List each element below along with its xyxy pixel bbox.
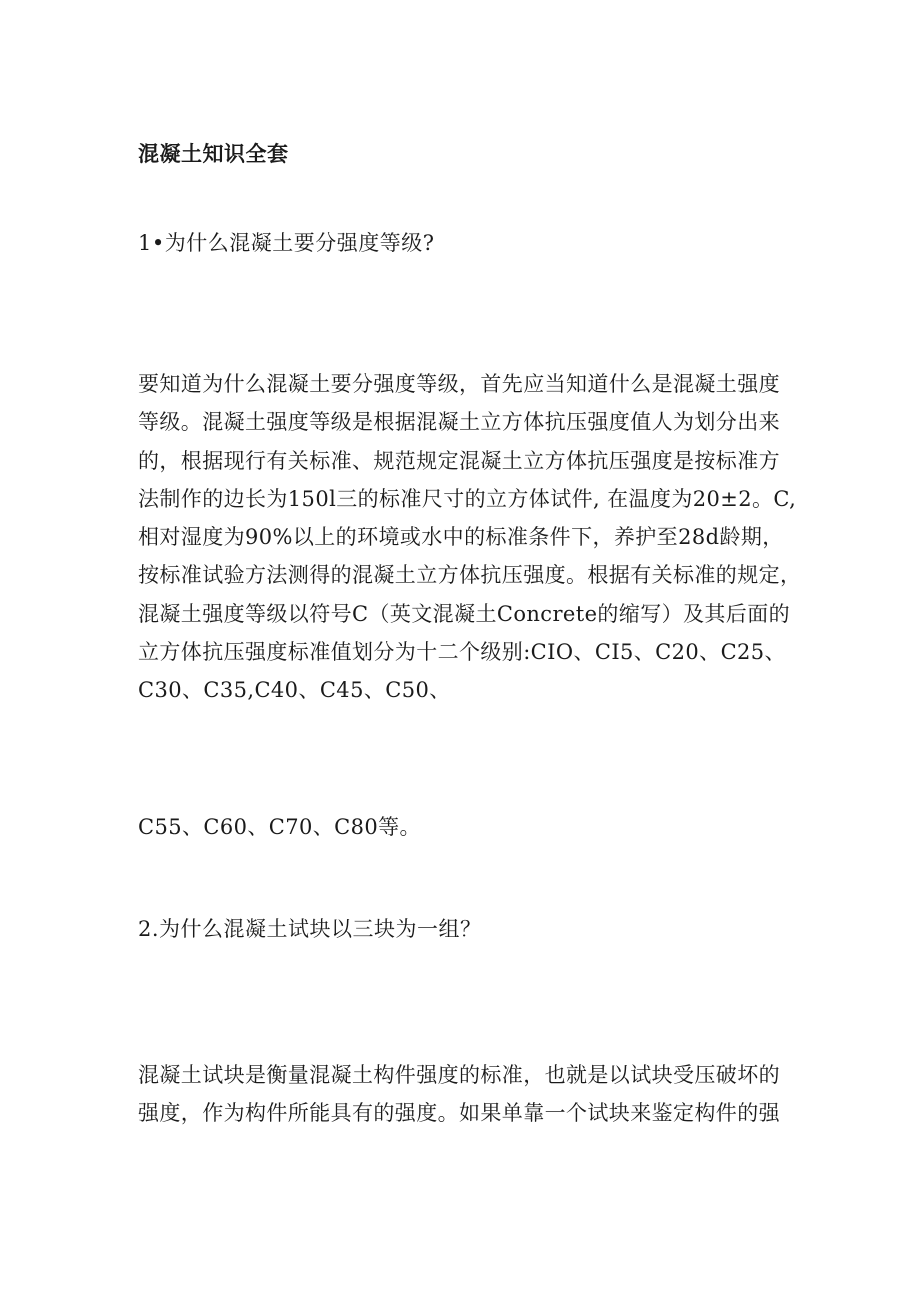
answer-paragraph-2: [138, 1056, 798, 1133]
paragraph-line: C55、C60、C70、C80等。: [138, 815, 421, 839]
question-heading-1: 1•为什么混凝土要分强度等级?: [138, 231, 435, 255]
paragraph-line: 相对湿度为90%以上的环境或水中的标准条件下，养护至28d龄期，: [138, 525, 784, 550]
paragraph-line: 混凝土强度等级以符号C（英文混凝土Concrete的缩写）及其后面的: [138, 601, 790, 626]
paragraph-line: 要知道为什么混凝土要分强度等级，首先应当知道什么是混凝土强度: [138, 372, 780, 396]
answer-paragraph-1: [138, 365, 802, 710]
paragraph-line: C30、C35,C40、C45、C50、: [138, 678, 451, 703]
paragraph-line: 混凝土试块是衡量混凝土构件强度的标准，也就是以试块受压破坏的: [138, 1063, 780, 1087]
paragraph-line: 强度，作为构件所能具有的强度。如果单靠一个试块来鉴定构件的强: [138, 1101, 780, 1126]
paragraph-line: 等级。混凝土强度等级是根据混凝土立方体抗压强度值人为划分出来: [138, 410, 780, 435]
paragraph-line: 法制作的边长为150l三的标准尺寸的立方体试件, 在温度为20±2。C,: [138, 486, 797, 511]
question-heading-2: 2.为什么混凝土试块以三块为一组？: [138, 917, 482, 941]
paragraph-line: 按标准试验方法测得的混凝土立方体抗压强度。根据有关标准的规定，: [138, 563, 802, 588]
paragraph-line: 立方体抗压强度标准值划分为十二个级别:CIO、CI5、C20、C25、: [138, 640, 786, 665]
paragraph-line: 的，根据现行有关标准、规范规定混凝土立方体抗压强度是按标准方: [138, 448, 780, 473]
answer-paragraph-1-tail: [138, 808, 798, 846]
document-title: 混凝土知识全套: [138, 141, 289, 166]
